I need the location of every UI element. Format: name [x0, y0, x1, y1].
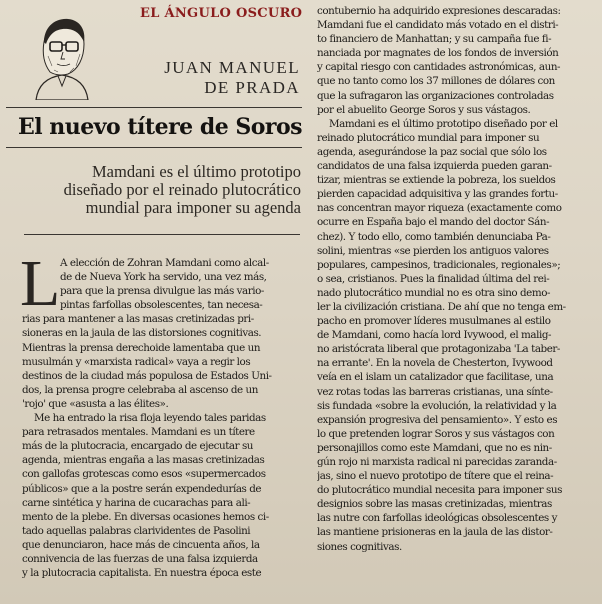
text-line: pierden capacidad adquisitiva y las grandes fortu- — [317, 188, 558, 201]
text-line: que la sufragaron las organizaciones controladas — [317, 89, 554, 102]
text-line: Mamdani fue el candidato más votado en el distri- — [317, 19, 559, 32]
text-line: tado aquellas palabras clarividentes de Pasolini — [22, 524, 251, 537]
text-line: las mantiene prisioneras en la jaula de las distor- — [317, 526, 553, 539]
text-line: con gallofas grotescas como esos «supermercados — [22, 468, 266, 481]
text-line: de de Nueva York ha servido, una vez más, — [60, 271, 267, 284]
text-line: ocurre en España bajo el mando del doctor Sán- — [317, 216, 550, 229]
text-line: candidatos de una falsa izquierda pueden garan- — [317, 160, 552, 173]
top-rule — [6, 107, 302, 108]
text-line: musulmán y «marxista radical» vaya a regir los — [22, 355, 251, 368]
text-line: nanciada por magnates de los fondos de inversión — [317, 47, 559, 60]
text-line: chez). Y todo ello, como también denunciaba Pa- — [317, 230, 551, 243]
author-portrait — [30, 14, 94, 100]
body-text-right — [317, 4, 597, 554]
text-line: nas concentran mayor riqueza (exactamente como — [317, 202, 562, 215]
body-text-left — [20, 247, 304, 580]
text-line: agenda, mientras engaña a las masas cretinizadas — [22, 454, 265, 467]
text-line: designios sobre las masas cretinizadas, mientras — [317, 498, 552, 511]
text-line: siones cognitivas. — [317, 540, 402, 553]
subhead-line: mundial para imponer su agenda — [85, 198, 301, 217]
author-first-name: JUAN MANUEL — [164, 58, 300, 77]
text-line: 'rojo' que «asusta a las élites». — [22, 397, 169, 410]
right-column — [311, 0, 602, 604]
subheading — [56, 163, 301, 217]
text-line: y la plutocracia capitalista. En nuestra época este — [22, 567, 262, 580]
text-line: mento de la plebe. En diversas ocasiones hemos ci- — [22, 510, 269, 523]
text-line: veía en el islam un catalizador que facilitase, una — [317, 371, 554, 384]
text-line: para que la prensa divulgue las más vario- — [60, 285, 264, 298]
text-line: lo que pretenden lograr Soros y sus vástagos con — [317, 427, 555, 440]
text-line: rias para mantener a las masas cretinizadas pri- — [22, 313, 254, 326]
drop-cap: L — [20, 247, 61, 320]
text-line: personajillos como este Mamdani, que no es nin- — [317, 441, 552, 454]
subhead-line: diseñado por el reinado plutocrático — [63, 180, 301, 199]
text-line: na errante'. En la novela de Chesterton, Ivywood — [317, 357, 553, 370]
text-line: o sea, cristianos. Pues la finalidad última del rei- — [317, 272, 550, 285]
text-line: contubernio ha adquirido expresiones descaradas: — [317, 5, 561, 17]
text-line: tizar, mientras se extiende la pobreza, los sueldos — [317, 174, 556, 187]
text-line: pacho en promover líderes musulmanes al estilo — [317, 315, 551, 328]
text-line: públicos» que a la postre serán expendedurías de — [22, 482, 262, 495]
text-line: sioneras en la jaula de las distorsiones cognitivas. — [22, 327, 262, 340]
text-line: destinos de la ciudad más populosa de Estados Uni- — [22, 369, 272, 382]
author-last-name: DE PRADA — [204, 78, 300, 97]
text-line: pintas farfollas obsolescentes, tan necesa- — [60, 299, 263, 312]
text-line: to financiero de Manhattan; y su campaña fue fi- — [317, 33, 552, 46]
text-line: más de la plutocracia, encargado de ejecutar su — [22, 440, 254, 453]
text-line: solini, mientras «se pierden los antiguos valores — [317, 244, 549, 257]
text-line: expansión progresiva del pensamiento». Y esto es — [317, 413, 558, 426]
text-line: Mamdani es el último prototipo diseñado por el — [329, 117, 558, 130]
text-line: que denunciaron, hace más de cincuenta años, la — [22, 538, 260, 551]
text-line: nado plutocrático mundial no es otra sino demo- — [317, 286, 551, 299]
subhead-rule — [24, 234, 300, 235]
text-line: las nutre con farfollas ideológicas obsolescentes y — [317, 512, 558, 525]
section-title: EL ÁNGULO OSCURO — [140, 6, 303, 21]
headline: El nuevo títere de Soros — [18, 114, 303, 140]
text-line: ler la civilización cristiana. De ahí que no tenga em- — [317, 300, 566, 313]
text-line: que no tanto como los 37 millones de dólares con — [317, 75, 555, 88]
subhead-line: Mamdani es el último prototipo — [92, 162, 301, 181]
text-line: A elección de Zohran Mamdani como alcal- — [60, 257, 269, 269]
text-line: para retrasados mentales. Mamdani es un títere — [22, 426, 255, 439]
text-line: do plutocrático mundial necesita para imponer sus — [317, 484, 562, 497]
text-line: gún rojo ni marxista radical ni parecidas zaranda- — [317, 456, 557, 468]
text-line: jas, sino el nuevo prototipo de títere que el reina- — [317, 470, 554, 483]
text-line: Mientras la prensa derechoide lamentaba que un — [22, 341, 261, 354]
text-line: populares, campesinos, tradicionales, regionales»; — [317, 258, 561, 271]
text-line: Me ha entrado la risa floja leyendo tales paridas — [34, 412, 266, 425]
text-line: por el abuelito George Soros y sus vástagos. — [317, 103, 531, 116]
text-line: sis fundada «sobre la evolución, la relatividad y la — [317, 399, 557, 412]
text-line: carne sintética y harina de cucarachas para ali- — [22, 496, 251, 509]
text-line: connivencia de las fuerzas de una falsa izquierda — [22, 552, 258, 565]
headline-rule — [6, 147, 302, 148]
text-line: agenda, asegurándose la paz social que sólo los — [317, 145, 547, 158]
text-line: de Mamdani, como hacía lord Ivywood, el malig- — [317, 329, 552, 342]
text-line: y capital riesgo con cantidades astronómicas, aun- — [317, 61, 561, 74]
text-line: dos, la prensa progre celebraba al ascenso de un — [22, 383, 258, 396]
text-line: vez rotas todas las barreras cristianas, una sínte- — [317, 385, 553, 398]
text-line: no aristócrata liberal que protagonizaba 'La taber- — [317, 343, 560, 356]
text-line: reinado plutocrático mundial para imponer su — [317, 131, 540, 144]
